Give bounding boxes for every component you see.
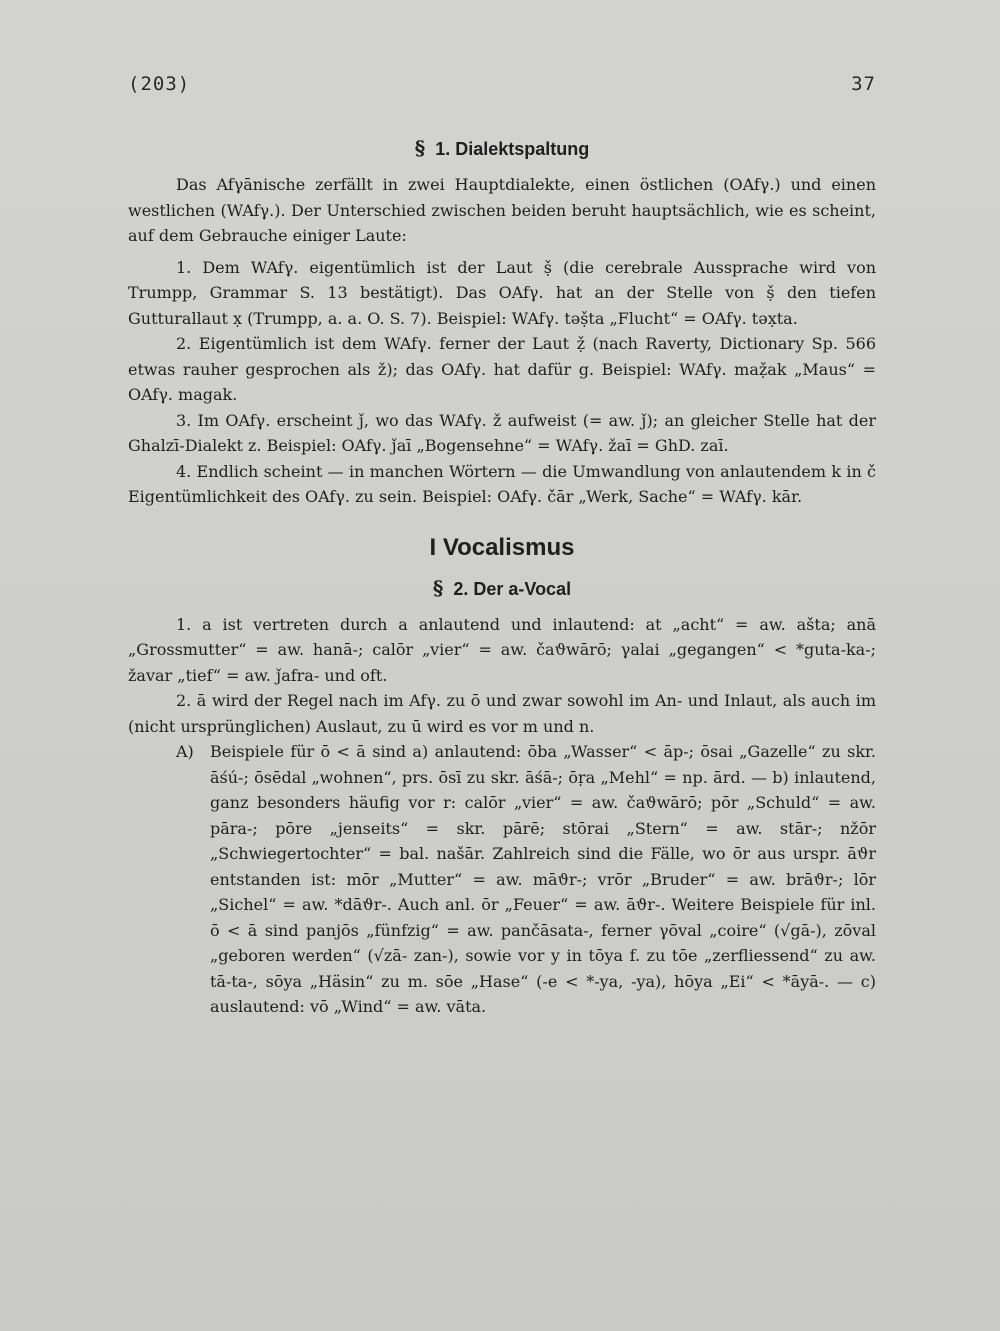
s1-paragraph-2: 2. Eigentümlich ist dem WAfγ. ferner der Laut ẓ̌ (nach Raverty, Dictionary Sp. 566 etwas rauher gesprochen als ž); das OAfγ. hat dafür g. Beispiel: WAfγ. maẓ̌ak „Maus“ = OAfγ. magak.: [128, 334, 876, 404]
s2-paragraph-2: 2. ā wird der Regel nach im Afγ. zu ō und zwar sowohl im An- und Inlaut, als auch im (nicht ursprünglichen) Auslaut, zu ū wird es vor m und n.: [128, 691, 876, 736]
section-2-title: 2. Der a-Vocal: [453, 578, 572, 599]
s1-paragraph-1: 1. Dem WAfγ. eigentümlich ist der Laut ṣ̌ (die cerebrale Aussprache wird von Trumpp, Grammar S. 13 bestätigt). Das OAfγ. hat an der Stelle von ṣ̌ den tiefen Gutturallaut x̣ (Trumpp, a. a. O. S. 7). Beispiel: WAfγ. təṣ̌ta „Flucht“ = OAfγ. təx̣ta.: [128, 257, 876, 328]
page-number-left: (203): [128, 73, 191, 95]
item-a-label: A): [176, 742, 194, 761]
s1-paragraph-4: 4. Endlich scheint — in manchen Wörtern — die Umwandlung von anlautendem k in č Eigentümlichkeit des OAfγ. zu sein. Beispiel: OAfγ. čār „Werk, Sache“ = WAfγ. kār.: [128, 461, 876, 506]
page-content: [128, 130, 876, 1020]
chapter-heading: I Vocalismus: [429, 533, 575, 561]
page-number-right: 37: [851, 73, 876, 95]
section-sign: §: [414, 136, 426, 160]
section-2-heading: [128, 570, 876, 606]
item-a-text: Beispiele für ō < ā sind a) anlautend: ōba „Wasser“ < āp-; ōsai „Gazelle“ zu skr. āśú-; ōsēdal „wohnen“, prs. ōsī zu skr. āśā-; ōṛa „Mehl“ = np. ārd. — b) inlautend, ganz besonders häufig vor r: calōr „vier“ = aw. čaϑwārō; pōr „Schuld“ = aw. pāra-; pōre „jenseits“ = skr. pārē; stōrai „Stern“ = aw. stār-; nžōr „Schwiegertochter“ = bal. našār. Zahlreich sind die Fälle, wo ōr aus urspr. āϑr entstanden ist: mōr „Mutter“ = aw. māϑr-; vrōr „Bruder“ = aw. brāϑr-; lōr „Sichel“ = aw. *dāϑr-. Auch anl. ōr „Feuer“ = aw. āϑr-. Weitere Beispiele für inl. ō < ā sind panjōs „fünfzig“ = aw. pančāsata-, ferner γōval „coire“ (√gā-), zōval „geboren werden“ (√zā- zan-), sowie vor y in tōya f. zu tōe „zerfliessend“ zu aw. tā-ta-, sōya „Häsin“ zu m. sōe „Hase“ (-e < *-ya, -ya), hōya „Ei“ < *āyā-. — c) auslautend: vō „Wind“ = aw. vāta.: [210, 742, 876, 1016]
section-sign: §: [432, 575, 444, 600]
s2-paragraph-1: 1. a ist vertreten durch a anlautend und inlautend: at „acht“ = aw. ašta; anā „Grossmutter“ = aw. hanā-; calōr „vier“ = aw. čaϑwārō; γalai „gegangen“ < *guta-ka-; žavar „tief“ = aw. ǰafra- und oft.: [128, 614, 876, 685]
section-1-heading: [128, 130, 876, 166]
s1-paragraph-3: 3. Im OAfγ. erscheint ǰ, wo das WAfγ. ž aufweist (= aw. ǰ); an gleicher Stelle hat der Ghalzī-Dialekt z. Beispiel: OAfγ. ǰaī „Bogensehne“ = WAfγ. žaī = GhD. zaī.: [128, 410, 876, 455]
section-1-title: 1. Dialektspaltung: [435, 139, 590, 159]
s1-paragraph-intro: Das Afγānische zerfällt in zwei Hauptdialekte, einen östlichen (OAfγ.) und einen westlichen (WAfγ.). Der Unterschied zwischen beiden beruht hauptsächlich, wie es scheint, auf dem Gebrauche einiger Laute:: [128, 175, 876, 245]
s2-item-a: [128, 739, 876, 1020]
running-head: [128, 73, 876, 95]
